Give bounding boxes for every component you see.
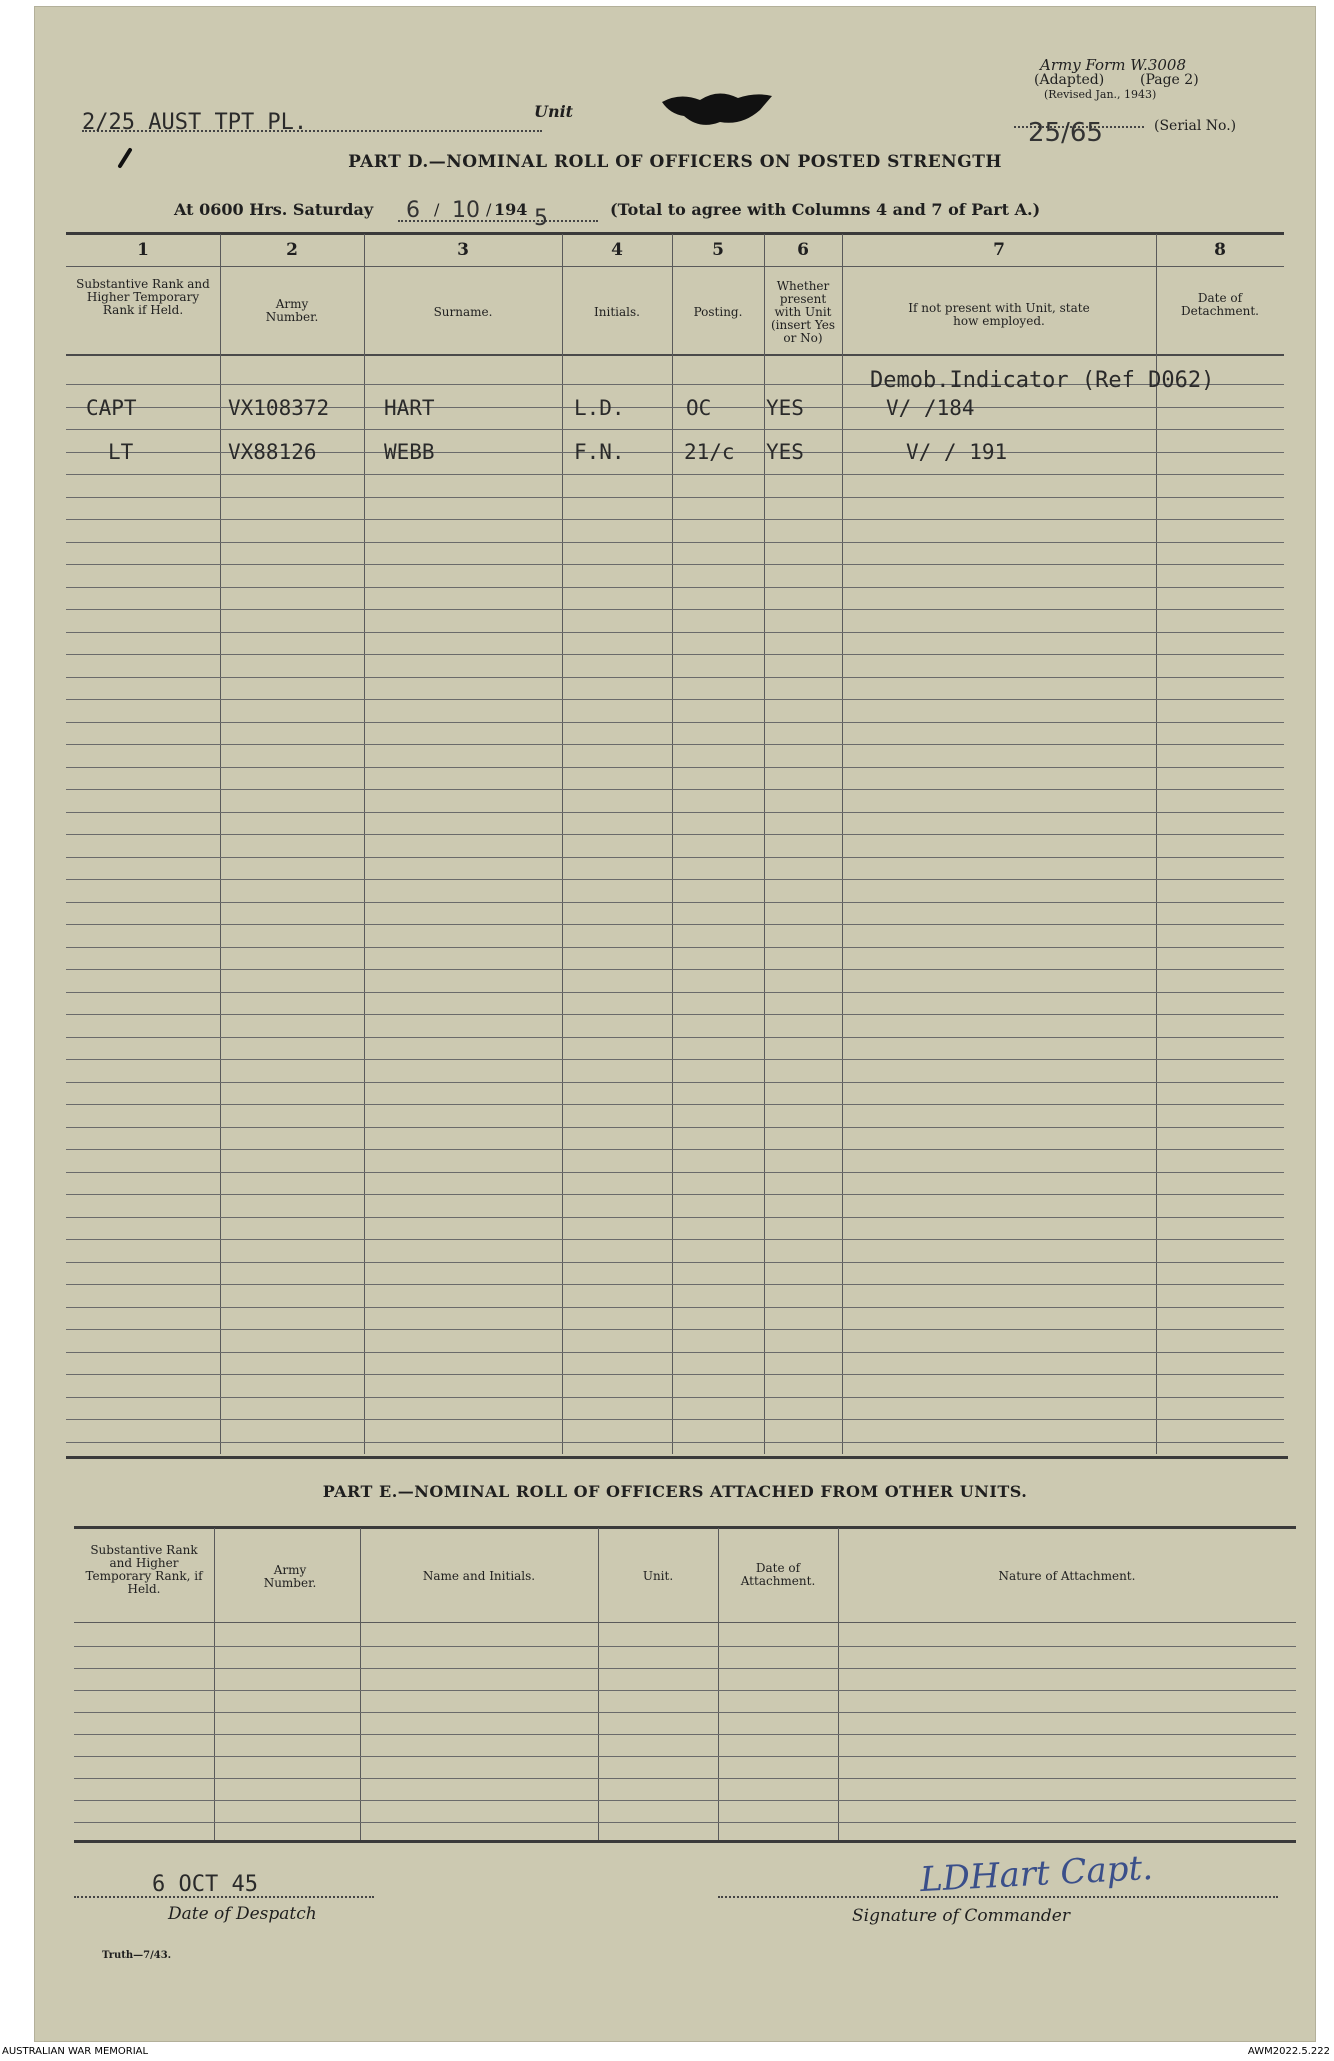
ruled-line <box>66 1307 1284 1308</box>
ruled-line <box>74 1690 1296 1691</box>
row-1-initials: L.D. <box>574 396 625 420</box>
ruled-line <box>74 1800 1296 1801</box>
demob-indicator-note: Demob.Indicator (Ref D062) <box>870 368 1215 393</box>
ruled-line <box>74 1712 1296 1713</box>
row-2-army-number: VX88126 <box>228 440 317 464</box>
ruled-line <box>74 1668 1296 1669</box>
ruled-line <box>66 879 1284 880</box>
unit-label: Unit <box>534 102 574 121</box>
despatch-label: Date of Despatch <box>168 1904 317 1924</box>
ruled-line <box>66 677 1284 678</box>
ruled-line <box>74 1756 1296 1757</box>
ruled-line <box>66 1352 1284 1353</box>
ruled-line <box>66 497 1284 498</box>
ruled-line <box>66 609 1284 610</box>
part-d-bottom-rule <box>66 1456 1288 1459</box>
ruled-line <box>66 474 1284 475</box>
ruled-line <box>66 1127 1284 1128</box>
revised-label: (Revised Jan., 1943) <box>1044 88 1157 101</box>
col-number-8: 8 <box>1214 240 1226 260</box>
serial-number: 25/65 <box>1028 118 1103 148</box>
ruled-line <box>66 1172 1284 1173</box>
adapted-label: (Adapted) <box>1034 72 1105 88</box>
ruled-line <box>66 1329 1284 1330</box>
ruled-line <box>66 992 1284 993</box>
ruled-line <box>66 1284 1284 1285</box>
col-number-1: 1 <box>137 240 149 260</box>
ruled-line <box>66 1217 1284 1218</box>
ruled-line <box>66 1149 1284 1150</box>
ruled-line <box>66 587 1284 588</box>
despatch-date: 6 OCT 45 <box>152 1872 258 1897</box>
archive-credit: AUSTRALIAN WAR MEMORIAL <box>2 2046 149 2057</box>
ruled-line <box>66 1059 1284 1060</box>
row-2-employed: V/ / 191 <box>906 440 1008 464</box>
col-number-4: 4 <box>611 240 623 260</box>
ruled-line <box>66 519 1284 520</box>
col-number-7: 7 <box>993 240 1005 260</box>
ruled-line <box>66 1442 1284 1443</box>
col-number-2: 2 <box>286 240 298 260</box>
row-2-initials: F.N. <box>574 440 625 464</box>
signature-label: Signature of Commander <box>852 1906 1070 1926</box>
ruled-line <box>66 429 1284 430</box>
col-number-3: 3 <box>457 240 469 260</box>
commander-signature: LDHart Capt. <box>919 1847 1154 1901</box>
ruled-line <box>66 812 1284 813</box>
ruled-line <box>66 744 1284 745</box>
header-initials: Initials. <box>594 305 640 319</box>
e-header-army-number: Army Number. <box>263 1563 317 1590</box>
ruled-line <box>66 1397 1284 1398</box>
row-1-employed: V/ /184 <box>886 396 975 420</box>
header-army-number: Army Number. <box>265 297 319 324</box>
ruled-line <box>66 857 1284 858</box>
archive-reference: AWM2022.5.222 <box>1247 2046 1330 2057</box>
e-header-name-initials: Name and Initials. <box>422 1569 536 1583</box>
ruled-line <box>66 654 1284 655</box>
date-month: 10 <box>452 198 480 223</box>
ruled-line <box>66 902 1284 903</box>
row-1-present: YES <box>766 396 804 420</box>
ruled-line <box>74 1646 1296 1647</box>
header-posting: Posting. <box>693 305 743 319</box>
ruled-line <box>74 1734 1296 1735</box>
serial-label: (Serial No.) <box>1154 118 1237 134</box>
page-label: (Page 2) <box>1140 72 1199 88</box>
ruled-line <box>66 1239 1284 1240</box>
header-surname: Surname. <box>433 305 493 319</box>
ruled-line <box>66 1419 1284 1420</box>
row-2-present: YES <box>766 440 804 464</box>
ruled-line <box>66 699 1284 700</box>
ruled-line <box>66 834 1284 835</box>
row-2-posting: 21/c <box>684 440 735 464</box>
at-time-prefix: At 0600 Hrs. Saturday <box>174 200 374 219</box>
ruled-line <box>74 1822 1296 1823</box>
e-header-nature: Nature of Attachment. <box>998 1569 1136 1583</box>
ruled-line <box>66 789 1284 790</box>
ruled-line <box>66 1014 1284 1015</box>
printer-imprint: Truth—7/43. <box>102 1950 172 1961</box>
ruled-line <box>66 1037 1284 1038</box>
ink-blot-mark <box>660 86 780 134</box>
date-underline <box>398 220 598 222</box>
date-year-handwritten: 5 <box>534 206 548 231</box>
col-number-6: 6 <box>797 240 809 260</box>
row-2-rank: LT <box>108 440 134 464</box>
header-employed: If not present with Unit, state how employed. <box>908 301 1090 328</box>
e-header-attachment-date: Date of Attachment. <box>740 1561 816 1588</box>
ruled-line <box>66 767 1284 768</box>
part-e-bottom-rule <box>74 1840 1296 1843</box>
ruled-line <box>66 1374 1284 1375</box>
part-d-top-rule <box>66 232 1284 235</box>
row-1-surname: HART <box>384 396 435 420</box>
ruled-line <box>66 969 1284 970</box>
ruled-line <box>66 947 1284 948</box>
header-rank: Substantive Rank and Higher Temporary Rank if Held. <box>76 277 210 317</box>
ruled-line <box>66 924 1284 925</box>
form-sheet: Army Form W.3008 (Adapted) (Page 2) (Revised Jan., 1943) 25/65 (Serial No.) 2/25 AUST TPT PL. Unit PART D.—NOMINAL ROLL OF OFFICERS ON POSTED STRENGTH At 0600 Hrs. Saturday 6 / 10 / 194 5 (Total to agree with Columns 4 and 7 of Part A.) 1 2 3 4 5 6 7 8 Substantive Rank and Higher Temporary Rank if Held. Army Number. Surname. Initials. Posting. Whether present with Unit (insert Yes or No) If not present with Unit, state how employed. Date of Detachment. Demob.Indicator (Ref D062) CAPT VX108372 HART L.D. OC YES V/ /184 LT VX88126 WEBB F.N. 21/c YES V/ / 191 PART E.—NOMINAL ROLL OF OFFICERS ATTACHED FROM OTHER UNITS. Substantive Rank and Higher Temporary Rank, if Held. Army Number. Name and Initials. Unit. Date of Attachment. Nature of Attachment. 6 OCT 45 Date of Despatch LDHart Capt. Signature of Commander Truth—7/43. <box>34 6 1316 2042</box>
ruled-line <box>74 1778 1296 1779</box>
header-detachment-date: Date of Detachment. <box>1181 291 1259 318</box>
col-number-5: 5 <box>712 240 724 260</box>
ruled-line <box>66 1262 1284 1263</box>
row-1-posting: OC <box>686 396 712 420</box>
e-header-unit: Unit. <box>642 1569 674 1583</box>
part-d-title: PART D.—NOMINAL ROLL OF OFFICERS ON POSTED STRENGTH <box>348 152 1002 172</box>
date-year-printed: 194 <box>494 200 528 219</box>
row-1-rank: CAPT <box>86 396 137 420</box>
ruled-line <box>66 542 1284 543</box>
ruled-line <box>66 1082 1284 1083</box>
header-present: Whether present with Unit (insert Yes or No) <box>770 279 836 345</box>
ruled-line <box>66 1194 1284 1195</box>
row-2-surname: WEBB <box>384 440 435 464</box>
part-e-title: PART E.—NOMINAL ROLL OF OFFICERS ATTACHED FROM OTHER UNITS. <box>322 1482 1028 1501</box>
army-form-label: Army Form W.3008 <box>1040 56 1186 74</box>
ruled-line <box>66 1104 1284 1105</box>
total-note: (Total to agree with Columns 4 and 7 of Part A.) <box>610 200 1041 219</box>
row-1-army-number: VX108372 <box>228 396 330 420</box>
unit-value: 2/25 AUST TPT PL. <box>82 110 308 135</box>
date-day: 6 <box>406 198 420 223</box>
signature-underline <box>718 1896 1278 1898</box>
ruled-line <box>66 632 1284 633</box>
ruled-line <box>66 564 1284 565</box>
ruled-line <box>66 722 1284 723</box>
e-header-rank: Substantive Rank and Higher Temporary Rank, if Held. <box>85 1543 203 1596</box>
part-e-top-rule <box>74 1526 1296 1529</box>
